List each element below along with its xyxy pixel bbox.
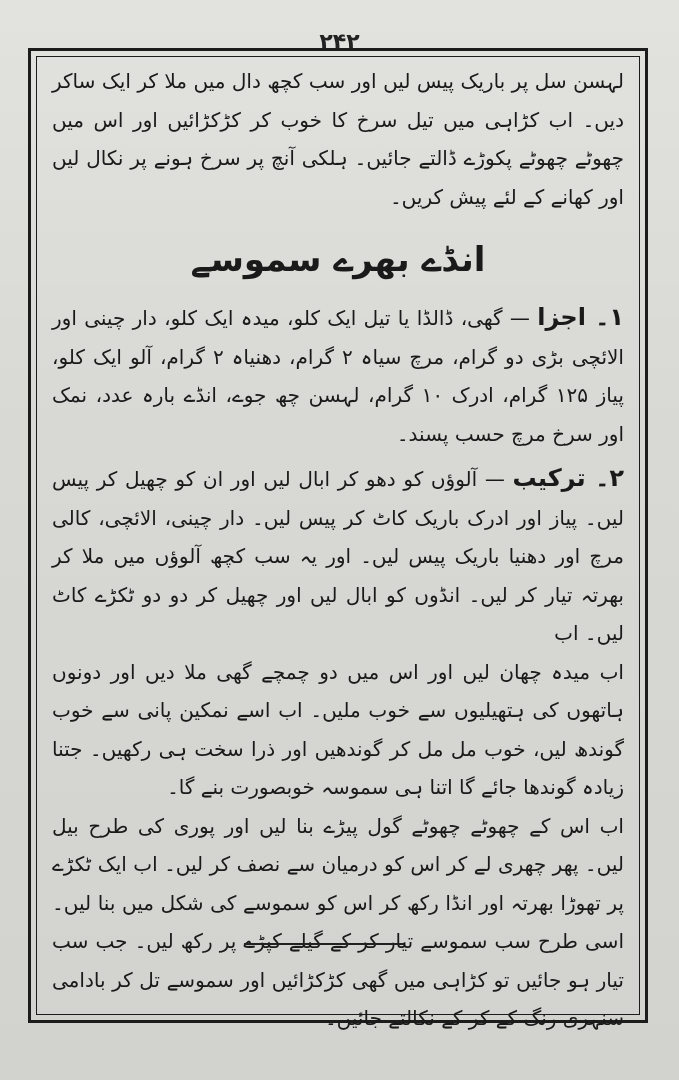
ingredients-paragraph: ۱۔ اجزا — گھی، ڈالڈا یا تیل ایک کلو، میدہ ایک کلو، دار چینی اور الائچی بڑی دو گرام، مرچ سیاہ ۲ گرام، دھنیاہ ۲ گرام، آلو ایک کلو، پیاز ۱۲۵ گرام، ادرک ۱۰ گرام، لہسن چھ جوے، انڈے بارہ عدد، نمک اور سرخ مرچ حسب پسند۔ [52,303,624,446]
ingredients-label: ۱۔ اجزا [537,303,624,331]
page-number: ۲۴۲ [319,30,360,55]
method-paragraph: ۲۔ ترکیب — آلوؤں کو دھو کر ابال لیں اور ان کو چھیل کر پیس لیں۔ پیاز اور ادرک باریک کاٹ کر پیس لیں۔ دار چینی، الائچی، کالی مرچ اور دھنیا باریک پیس لیں۔ اور یہ سب کچھ آلوؤں میں ملا کر بھرتہ تیار کر لیں۔ انڈوں کو ابال لیں اور چھیل کر دو دو ٹکڑے کاٹ لیں۔ اب [52,464,624,645]
intro-paragraph: لہسن سل پر باریک پیس لیں اور سب کچھ دال میں ملا کر ایک ساکر دیں۔ اب کڑاہی میں تیل سرخ کا خوب کر کڑکڑائیں اور اس میں چھوٹے چھوٹے پکوڑے ڈالتے جائیں۔ ہلکی آنچ پر سرخ ہونے پر نکال لیں اور کھانے کے لئے پیش کریں۔ [52,69,624,209]
assembly-paragraph: اب اس کے چھوٹے چھوٹے گول پیڑے بنا لیں اور پوری کی طرح بیل لیں۔ پھر چھری لے کر اس کو درمیان سے نصف کر لیں۔ اب ایک ٹکڑے پر تھوڑا بھرتہ اور انڈا رکھ کر اس کو سموسے کی شکل میں بنا لیں۔ اسی طرح سب سموسے تیار کر کے گیلے کپڑے پر رکھ لیں۔ جب سب تیار ہو جائیں تو کڑاہی میں گھی کڑکڑائیں اور سموسے تل کر بادامی سنہری رنگ کے کر کے نکالتے جائیں۔ [52,813,624,1030]
dough-paragraph: اب میدہ چھان لیں اور اس میں دو چمچے گھی ملا دیں اور دونوں ہاتھوں کی ہتھیلیوں سے خوب ملیں۔ اب اسے نمکین پانی سے خوب گوندھ لیں، خوب مل مل کر گوندھیں اور ذرا سخت ہی رکھیں۔ جتنا زیادہ گوندھا جائے گا اتنا ہی سموسہ خوبصورت بنے گا۔ [52,659,624,799]
method-label: ۲۔ ترکیب [512,464,624,492]
ingredients-text: گھی، ڈالڈا یا تیل ایک کلو، میدہ ایک کلو، دار چینی اور الائچی بڑی دو گرام، مرچ سیاہ ۲ گرام، دھنیاہ ۲ گرام، آلو ایک کلو، پیاز ۱۲۵ گرام، ادرک ۱۰ گرام، لہسن چھ جوے، انڈے بارہ عدد، نمک اور سرخ مرچ حسب پسند۔ [52,306,624,446]
recipe-title: انڈے بھرے سموسے [190,240,486,280]
end-rule [244,943,404,945]
method-text: آلوؤں کو دھو کر ابال لیں اور ان کو چھیل کر پیس لیں۔ پیاز اور ادرک باریک کاٹ کر پیس لیں۔ دار چینی، الائچی، کالی مرچ اور دھنیا باریک پیس لیں۔ اور یہ سب کچھ آلوؤں میں ملا کر بھرتہ تیار کر لیں۔ انڈوں کو ابال لیں اور چھیل کر دو دو ٹکڑے کاٹ لیں۔ اب [52,467,624,645]
page-content [52,62,624,1030]
